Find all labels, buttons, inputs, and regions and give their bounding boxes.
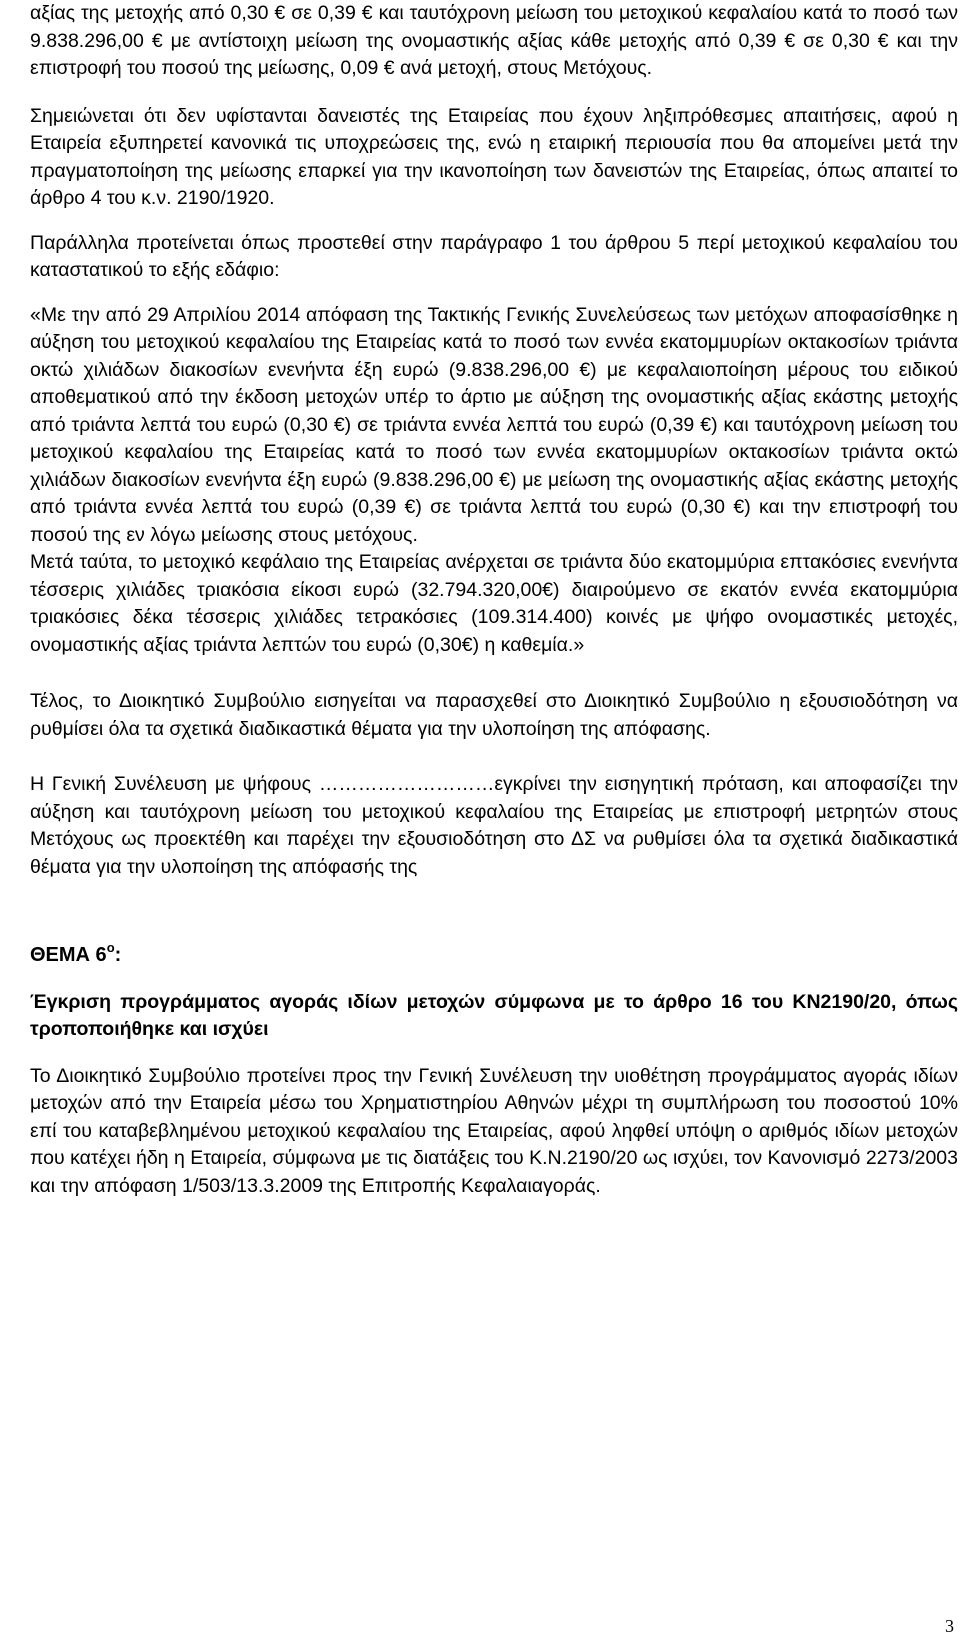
document-page (30, 0, 958, 1200)
paragraph-buyback-proposal: Το Διοικητικό Συμβούλιο προτείνει προς την Γενική Συνέλευση την υιοθέτηση προγράμματος αγοράς ιδίων μετοχών από την Εταιρεία μέσω του Χρηματιστηρίου Αθηνών μέχρι τη συμπλήρωση του ποσοστού 10% επί του καταβεβλημένου μετοχικού κεφαλαίου της Εταιρείας, αφού ληφθεί υπόψη ο αριθμός ιδίων μετοχών που κατέχει ήδη η Εταιρεία, σύμφωνα με τις διατάξεις του Κ.Ν.2190/20 ως ισχύει, τον Κανονισμό 2273/2003 και την απόφαση 1/503/13.3.2009 της Επιτροπής Κεφαλαιαγοράς. (30, 1064, 958, 1197)
topic-title: Έγκριση προγράμματος αγοράς ιδίων μετοχών σύμφωνα με το άρθρο 16 του ΚΝ2190/20, όπως τροποποιήθηκε και ισχύει (30, 990, 958, 1040)
topic-heading (30, 942, 958, 970)
topic-label: ΘΕΜΑ 6 (30, 944, 107, 966)
page-number: 3 (945, 1616, 954, 1636)
paragraph-capital-reduction: αξίας της μετοχής από 0,30 € σε 0,39 € και ταυτόχρονη μείωση του μετοχικού κεφαλαίου κατά το ποσό των 9.838.296,00 € με αντίστοιχη μείωση της ονομαστικής αξίας κάθε μετοχής από 0,39 € σε 0,30 € και την επιστροφή του ποσού της μείωσης, 0,09 € ανά μετοχή, στους Μετόχους. (30, 2, 958, 79)
paragraph-articles-amendment: Παράλληλα προτείνεται όπως προστεθεί στην παράγραφο 1 του άρθρου 5 περί μετοχικού κεφαλαίου του καταστατικού το εξής εδάφιο: (30, 231, 958, 281)
topic-suffix: : (114, 944, 122, 966)
paragraph-authorization: Τέλος, το Διοικητικό Συμβούλιο εισηγείται να παρασχεθεί στο Διοικητικό Συμβούλιο η εξουσιοδότηση να ρυθμίσει όλα τα σχετικά διαδικαστικά θέματα για την υλοποίηση της απόφασης. (30, 690, 958, 740)
paragraph-creditors-note: Σημειώνεται ότι δεν υφίστανται δανειστές της Εταιρείας που έχουν ληξιπρόθεσμες απαιτήσεις, αφού η Εταιρεία εξυπηρετεί κανονικά τις υποχρεώσεις της, ενώ η εταιρική περιουσία που θα απομείνει μετά την πραγματοποίηση της μείωσης επαρκεί για την ικανοποίηση των δανειστών της Εταιρείας, όπως απαιτεί το άρθρο 4 του κ.ν. 2190/1920. (30, 104, 958, 209)
topic-superscript: ο (106, 940, 115, 955)
paragraph-quoted-clause: «Με την από 29 Απριλίου 2014 απόφαση της Τακτικής Γενικής Συνελεύσεως των μετόχων αποφασίσθηκε η αύξηση του μετοχικού κεφαλαίου της Εταιρείας κατά το ποσό των εννέα εκατομμυρίων οκτακοσίων τριάντα οκτώ χιλιάδων διακοσίων ενενήντα έξη ευρώ (9.838.296,00 €) με κεφαλαιοποίηση μέρους του ειδικού αποθεματικού από την έκδοση μετοχών υπέρ το άρτιο με αύξηση της ονομαστικής αξίας εκάστης μετοχής από τριάντα λεπτά του ευρώ (0,30 €) σε τριάντα εννέα λεπτά του ευρώ (0,39 €) και ταυτόχρονη μείωση του μετοχικού κεφαλαίου της Εταιρείας κατά το ποσό των εννέα εκατομμυρίων οκτακοσίων τριάντα οκτώ χιλιάδων διακοσίων ενενήντα έξη ευρώ (9.838.296,00 €) με μείωση της ονομαστικής αξίας εκάστης μετοχής από τριάντα εννέα λεπτά του ευρώ (0,39 €) σε τριάντα λεπτά του ευρώ (0,30 €) και την επιστροφή του ποσού της εν λόγω μείωσης στους μετόχους. (30, 303, 958, 546)
paragraph-resulting-capital: Μετά ταύτα, το μετοχικό κεφάλαιο της Εταιρείας ανέρχεται σε τριάντα δύο εκατομμύρια επτακόσιες ενενήντα τέσσερις χιλιάδες τριακόσια είκοσι ευρώ (32.794.320,00€) διαιρούμενο σε εκατόν εννέα εκατομμύρια τριακόσιες δέκα τέσσερις χιλιάδες τετρακόσιες (109.314.400) κοινές με ψήφο ονομαστικές μετοχές, ονομαστικής αξίας τριάντα λεπτών του ευρώ (0,30€) η καθεμία.» (30, 551, 958, 656)
paragraph-assembly-vote: Η Γενική Συνέλευση με ψήφους ………………………εγκρίνει την εισηγητική πρόταση, και αποφασίζει την αύξηση και ταυτόχρονη μείωση του μετοχικού κεφαλαίου της Εταιρείας με επιστροφή μετρητών στους Μετόχους ως προεκτέθη και παρέχει την εξουσιοδότηση στο ΔΣ να ρυθμίσει όλα τα σχετικά διαδικαστικά θέματα για την υλοποίηση της απόφασής της (30, 773, 958, 878)
